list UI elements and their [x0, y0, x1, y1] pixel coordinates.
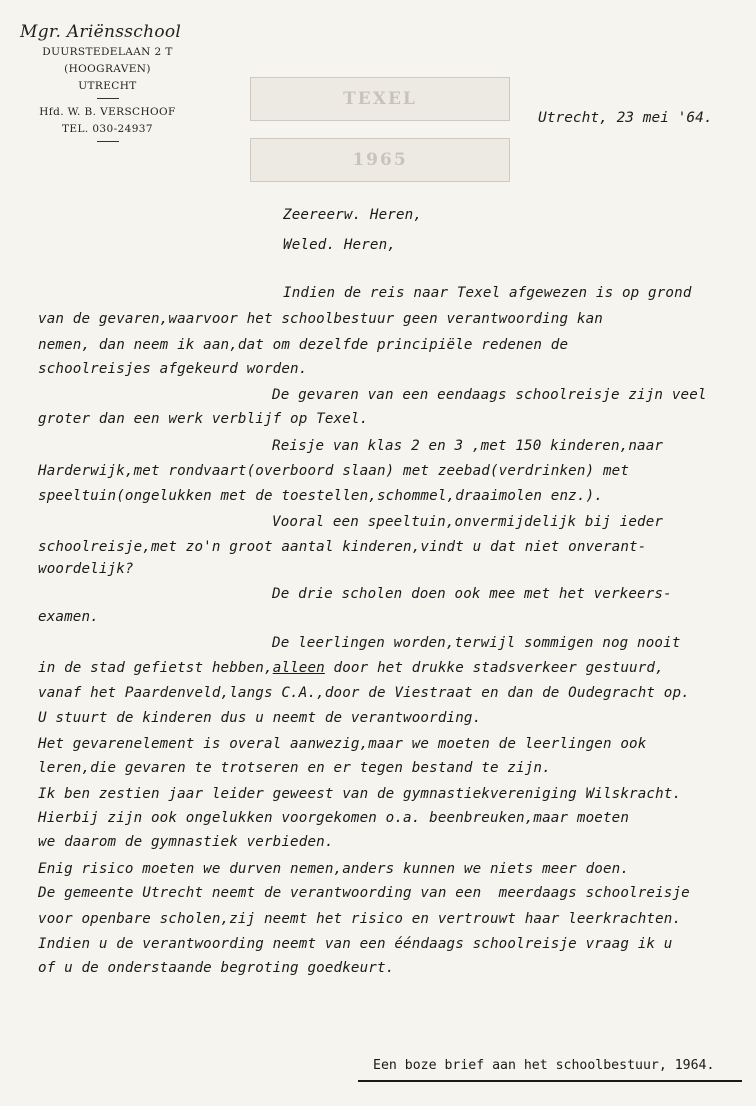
body-line: Het gevarenelement is overal aanwezig,maar we moeten de leerlingen ook — [38, 736, 647, 752]
body-line: groter dan een werk verblijf op Texel. — [38, 411, 369, 427]
letterhead — [20, 22, 195, 147]
body-line: voor openbare scholen,zij neemt het risico en vertrouwt haar leerkrachten. — [38, 911, 682, 927]
body-line: Harderwijk,met rondvaart(overboord slaan) met zeebad(verdrinken) met — [38, 463, 630, 479]
underlined-word: alleen — [272, 660, 325, 676]
salutation-line: Zeereerw. Heren, — [283, 207, 423, 223]
school-address: DUURSTEDELAAN 2 T — [42, 46, 173, 58]
body-line: we daarom de gymnastiek verbieden. — [38, 834, 334, 850]
body-text: in de stad gefietst hebben, — [38, 660, 273, 676]
body-line: Reisje van klas 2 en 3 ,met 150 kinderen,naar — [272, 438, 664, 454]
school-phone: TEL. 030-24937 — [62, 123, 153, 135]
body-line: Indien u de verantwoording neemt van een ééndaags schoolreisje vraag ik u — [38, 936, 673, 952]
letterhead-divider-bottom — [97, 141, 119, 142]
salutation-line: Weled. Heren, — [283, 237, 396, 253]
body-text: door het drukke stadsverkeer gestuurd, — [324, 660, 664, 676]
body-line: Hierbij zijn ook ongelukken voorgekomen o.a. beenbreuken,maar moeten — [38, 810, 630, 826]
body-line: De leerlingen worden,terwijl sommigen nog nooit — [272, 635, 681, 651]
body-line: of u de onderstaande begroting goedkeurt. — [38, 960, 395, 976]
body-line — [38, 659, 664, 677]
body-line: examen. — [38, 609, 99, 625]
body-line: leren,die gevaren te trotseren en er tegen bestand te zijn. — [38, 760, 551, 776]
body-line: De gemeente Utrecht neemt de verantwoording van een meerdaags schoolreisje — [38, 885, 690, 901]
body-line: nemen, dan neem ik aan,dat om dezelfde principiële redenen de — [38, 337, 569, 353]
caption-underline — [358, 1080, 742, 1082]
letter-date: Utrecht, 23 mei '64. — [538, 110, 713, 126]
body-line: Ik ben zestien jaar leider geweest van de gymnastiekvereniging Wilskracht. — [38, 786, 682, 802]
body-line: woordelijk? — [38, 561, 134, 577]
body-line: De drie scholen doen ook mee met het verkeers- — [272, 586, 672, 602]
body-line: van de gevaren,waarvoor het schoolbestuur geen verantwoording kan — [38, 311, 603, 327]
body-line: De gevaren van een eendaags schoolreisje zijn veel — [272, 387, 707, 403]
school-district: (HOOGRAVEN) — [64, 63, 151, 75]
body-line: schoolreisjes afgekeurd worden. — [38, 361, 308, 377]
letterhead-divider — [97, 98, 119, 99]
faded-stamp-year: 1965 — [250, 138, 510, 182]
school-city: UTRECHT — [78, 80, 137, 92]
figure-caption: Een boze brief aan het schoolbestuur, 1964. — [373, 1058, 715, 1073]
school-head: Hfd. W. B. VERSCHOOF — [39, 106, 176, 118]
school-name: Mgr. Ariënsschool — [20, 22, 182, 42]
body-line: Indien de reis naar Texel afgewezen is op grond — [283, 285, 692, 301]
body-line: Vooral een speeltuin,onvermijdelijk bij ieder — [272, 514, 664, 530]
body-line: U stuurt de kinderen dus u neemt de verantwoording. — [38, 710, 482, 726]
body-line: schoolreisje,met zo'n groot aantal kinderen,vindt u dat niet onverant- — [38, 539, 647, 555]
faded-stamp-texel: TEXEL — [250, 77, 510, 121]
body-line: vanaf het Paardenveld,langs C.A.,door de Viestraat en dan de Oudegracht op. — [38, 685, 690, 701]
body-line: Enig risico moeten we durven nemen,anders kunnen we niets meer doen. — [38, 861, 630, 877]
body-line: speeltuin(ongelukken met de toestellen,schommel,draaimolen enz.). — [38, 488, 603, 504]
